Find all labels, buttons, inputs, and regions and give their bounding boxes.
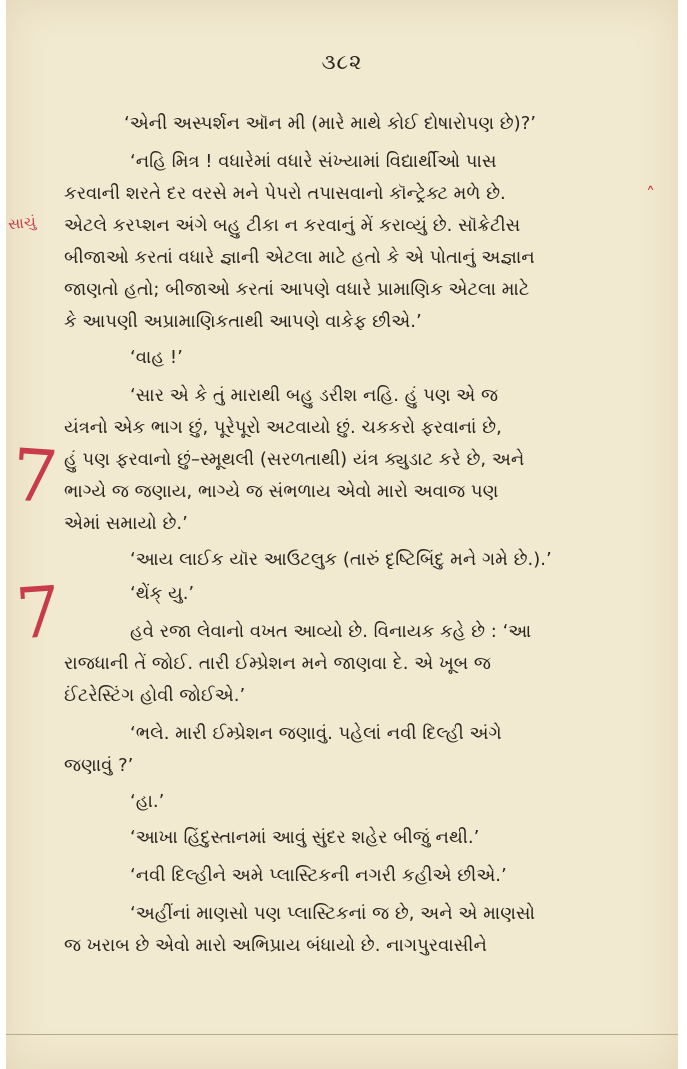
text-line: ‘નવી દિલ્હીને અમે પ્લાસ્ટિકની નગરી કહીએ છીએ.’ (130, 865, 507, 886)
text-line: બીજાઓ કરતાં વધારે જ્ઞાની એટલા માટે હતો કે એ પોતાનું અજ્ઞાન (64, 247, 535, 268)
text-line: કરવાની શરતે દર વરસે મને પેપરો તપાસવાનો કૉન્ટ્રેક્ટ મળે છે. (64, 183, 506, 204)
text-line: ‘થેંક્ યુ.’ (130, 583, 195, 604)
text-line: યંત્રનો એક ભાગ છું, પૂરેપૂરો અટવાયો છું. ચકકરો ફરવાનાં છે, (64, 417, 502, 438)
text-line: કે આપણી અપ્રામાણિકતાથી આપણે વાકેફ છીએ.’ (64, 311, 422, 332)
text-line: ‘એની અસ્પર્શન ઑન મી (મારે માથે કોઈ દોષારોપણ છે)?’ (124, 113, 536, 134)
text-line: હવે રજા લેવાનો વખત આવ્યો છે. વિનાયક કહે છે : ‘આ (130, 621, 532, 642)
text-line: રાજધાની તેં જોઈ. તારી ઈમ્પ્રેશન મને જાણવા દે. એ ખૂબ જ (64, 653, 491, 674)
margin-mark-one: 7 (9, 432, 61, 520)
margin-handwritten-note: સાચું (7, 212, 37, 234)
text-line: એમાં સમાયો છે.’ (64, 513, 188, 534)
text-line: ‘હા.’ (130, 791, 165, 812)
text-line: ‘વાહ !’ (130, 347, 183, 368)
text-line: જણાવું ?’ (64, 755, 134, 776)
margin-mark-two: 7 (13, 570, 64, 656)
text-line: ‘અહીંનાં માણસો પણ પ્લાસ્ટિકનાં જ છે, અને એ માણસો (130, 903, 535, 924)
text-line: જ ખરાબ છે એવો મારો અભિપ્રાય બંધાયો છે. નાગપુરવાસીને (64, 935, 487, 956)
page-bottom-edge (6, 1034, 678, 1035)
text-line: ‘આય લાઈક યૉર આઉટલુક (તારું દૃષ્ટિબિંદુ મને ગમે છે.).’ (130, 549, 552, 570)
page-number: ૩૮૨ (321, 50, 363, 74)
text-line: એટલે કરપ્શન અંગે બહુ ટીકા ન કરવાનું મેં કરાવ્યું છે. સૉક્રેટીસ (64, 215, 521, 236)
text-line: ‘સાર એ કે તું મારાથી બહુ ડરીશ નહિ. હું પણ એ જ (130, 385, 499, 406)
text-line: હું પણ ફરવાનો છું–સ્મૂથલી (સરળતાથી) યંત્ર ક્યુડાટ કરે છે, અને (64, 449, 525, 470)
text-line: ઈંટરેસ્ટિંગ હોવી જોઈએ.’ (64, 685, 246, 706)
text-line: ભાગ્યે જ જણાય, ભાગ્યે જ સંભળાય એવો મારો અવાજ પણ (64, 481, 499, 502)
text-line: ‘ભલે. મારી ઈમ્પ્રેશન જણાવું. પહેલાં નવી દિલ્હી અંગે (130, 723, 502, 744)
book-page (6, 0, 678, 1069)
check-mark-icon: ˄ (646, 184, 655, 205)
text-line: ‘આખા હિંદુસ્તાનમાં આવું સુંદર શહેર બીજું નથી.’ (130, 827, 480, 848)
text-line: ‘નહિ મિત્ર ! વધારેમાં વધારે સંખ્યામાં વિદ્યાર્થીઓ પાસ (130, 151, 497, 172)
text-line: જાણતો હતો; બીજાઓ કરતાં આપણે વધારે પ્રામાણિક એટલા માટે (64, 279, 530, 300)
